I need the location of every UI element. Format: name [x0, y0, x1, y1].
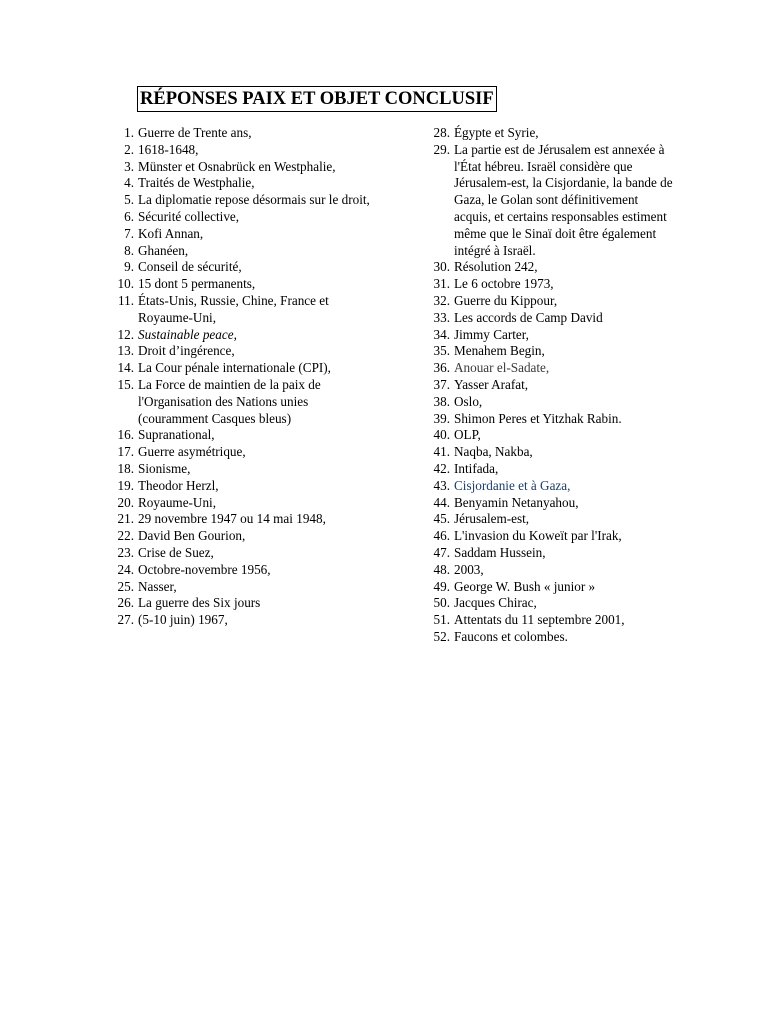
answer-item [424, 310, 674, 327]
answer-number: 47. [433, 544, 450, 560]
answer-number: 2. [124, 141, 134, 157]
answer-item [424, 293, 674, 310]
answer-item [424, 478, 674, 495]
answer-text: Intifada, [454, 460, 499, 476]
answer-text: Sustainable peace, [138, 326, 237, 342]
answer-number: 37. [433, 376, 450, 392]
answer-number: 32. [433, 292, 450, 308]
answer-item [108, 511, 380, 528]
answer-number: 6. [124, 208, 134, 224]
answer-item [424, 612, 674, 629]
answer-item [108, 243, 380, 260]
answer-number: 31. [433, 276, 450, 292]
answer-item [424, 411, 674, 428]
answers-list-right [424, 125, 674, 646]
answer-number: 1. [124, 125, 134, 140]
answer-number: 7. [124, 225, 134, 241]
answer-item [108, 495, 380, 512]
answer-number: 33. [433, 309, 450, 325]
answer-text: Octobre-novembre 1956, [138, 561, 271, 577]
answer-number: 49. [433, 578, 450, 594]
answer-text: La Force de maintien de la paix de l'Organisation des Nations unies (couramment Casques bleus) [138, 376, 321, 426]
answer-text: Guerre asymétrique, [138, 444, 246, 460]
answer-text: Yasser Arafat, [454, 376, 529, 392]
answer-number: 42. [433, 460, 450, 476]
answer-text: L'invasion du Koweït par l'Irak, [454, 528, 622, 544]
answer-number: 8. [124, 242, 134, 258]
answer-text: Guerre du Kippour, [454, 292, 558, 308]
answer-number: 52. [433, 628, 450, 644]
answer-item [108, 259, 380, 276]
answer-item [424, 545, 674, 562]
answer-item [108, 209, 380, 226]
answer-text: Sionisme, [138, 460, 191, 476]
answer-item [424, 360, 674, 377]
answer-text: Droit d’ingérence, [138, 343, 235, 359]
answer-number: 30. [433, 259, 450, 275]
answer-text: (5-10 juin) 1967, [138, 612, 228, 628]
answer-number: 40. [433, 427, 450, 443]
answer-item [108, 360, 380, 377]
answer-item [108, 142, 380, 159]
answer-text: Shimon Peres et Yitzhak Rabin. [454, 410, 622, 426]
answer-number: 5. [124, 192, 134, 208]
answer-text: Supranational, [138, 427, 215, 443]
answer-text: Theodor Herzl, [138, 477, 219, 493]
answer-item [108, 293, 380, 327]
answer-item [108, 377, 380, 427]
answer-number: 46. [433, 528, 450, 544]
answer-text: Münster et Osnabrück en Westphalie, [138, 158, 336, 174]
answer-text: 1618-1648, [138, 141, 199, 157]
answer-item [108, 545, 380, 562]
document-title: RÉPONSES PAIX ET OBJET CONCLUSIF [137, 86, 497, 112]
answer-number: 48. [433, 561, 450, 577]
answer-number: 23. [117, 544, 134, 560]
answer-number: 9. [124, 259, 134, 275]
answer-item [424, 125, 674, 142]
answer-item [108, 444, 380, 461]
answer-text: Cisjordanie et à Gaza, [454, 477, 571, 493]
answer-number: 12. [117, 326, 134, 342]
answer-number: 26. [117, 595, 134, 611]
answer-text: Menahem Begin, [454, 343, 545, 359]
answer-text: George W. Bush « junior » [454, 578, 596, 594]
answer-item [424, 511, 674, 528]
answer-text: Jérusalem-est, [454, 511, 530, 527]
answer-item [108, 595, 380, 612]
answer-item [108, 478, 380, 495]
answer-text: Saddam Hussein, [454, 544, 546, 560]
answer-item [108, 226, 380, 243]
answer-number: 17. [117, 444, 134, 460]
answer-text: Anouar el-Sadate, [454, 360, 550, 376]
answer-text: Jacques Chirac, [454, 595, 537, 611]
answer-item [424, 528, 674, 545]
answer-item [424, 343, 674, 360]
answer-item [424, 259, 674, 276]
answer-number: 43. [433, 477, 450, 493]
answer-item [424, 495, 674, 512]
answer-text: Les accords de Camp David [454, 309, 603, 325]
answer-number: 3. [124, 158, 134, 174]
answer-item [108, 461, 380, 478]
answer-text: Oslo, [454, 393, 483, 409]
answer-text: Conseil de sécurité, [138, 259, 242, 275]
answer-item [424, 377, 674, 394]
answer-item [424, 444, 674, 461]
answer-text: La guerre des Six jours [138, 595, 261, 611]
answer-number: 29. [433, 141, 450, 157]
answer-item [424, 629, 674, 646]
answer-text: Royaume-Uni, [138, 494, 217, 510]
answer-number: 24. [117, 561, 134, 577]
answer-number: 13. [117, 343, 134, 359]
answer-item [108, 327, 380, 344]
answer-item [424, 142, 674, 260]
answer-text: 2003, [454, 561, 484, 577]
answer-text: La Cour pénale internationale (CPI), [138, 360, 331, 376]
answer-text: Faucons et colombes. [454, 628, 568, 644]
answer-number: 18. [117, 460, 134, 476]
answer-text: La diplomatie repose désormais sur le droit, [138, 192, 370, 208]
answer-text: Résolution 242, [454, 259, 538, 275]
answer-number: 45. [433, 511, 450, 527]
answer-text: Égypte et Syrie, [454, 125, 539, 140]
answer-number: 4. [124, 175, 134, 191]
answer-item [108, 427, 380, 444]
answer-number: 19. [117, 477, 134, 493]
answer-text: Le 6 octobre 1973, [454, 276, 554, 292]
answer-item [108, 612, 380, 629]
answer-number: 28. [433, 125, 450, 140]
answer-item [424, 461, 674, 478]
answer-item [108, 192, 380, 209]
answer-text: Jimmy Carter, [454, 326, 529, 342]
answer-text: Kofi Annan, [138, 225, 204, 241]
answer-text: Sécurité collective, [138, 208, 240, 224]
answer-number: 41. [433, 444, 450, 460]
answer-text: David Ben Gourion, [138, 528, 246, 544]
answer-number: 39. [433, 410, 450, 426]
answer-number: 44. [433, 494, 450, 510]
answer-number: 25. [117, 578, 134, 594]
answer-text: 29 novembre 1947 ou 14 mai 1948, [138, 511, 326, 527]
answer-number: 35. [433, 343, 450, 359]
answer-number: 50. [433, 595, 450, 611]
answer-number: 14. [117, 360, 134, 376]
answer-number: 21. [117, 511, 134, 527]
answer-item [108, 125, 380, 142]
answers-list-left [108, 125, 380, 629]
answer-item [424, 276, 674, 293]
answer-number: 51. [433, 612, 450, 628]
answer-item [108, 159, 380, 176]
answer-number: 11. [118, 292, 134, 308]
answer-item [108, 276, 380, 293]
answer-text: Nasser, [138, 578, 177, 594]
answer-text: Benyamin Netanyahou, [454, 494, 579, 510]
answer-number: 22. [117, 528, 134, 544]
answer-item [108, 528, 380, 545]
answer-text: États-Unis, Russie, Chine, France et Royaume-Uni, [138, 292, 329, 325]
answer-item [108, 562, 380, 579]
answer-item [108, 343, 380, 360]
answer-number: 15. [117, 376, 134, 392]
answer-item [108, 579, 380, 596]
answer-text: Traités de Westphalie, [138, 175, 255, 191]
answer-text: Ghanéen, [138, 242, 189, 258]
answer-number: 34. [433, 326, 450, 342]
answer-item [424, 394, 674, 411]
answer-text: La partie est de Jérusalem est annexée à l'État hébreu. Israël considère que Jérusalem-est, la Cisjordanie, la bande de Gaza, le Golan sont définitivement acquis, et certains responsables estiment même que le Sinaï doit être également intégré à Israël. [454, 141, 673, 258]
answer-item [424, 579, 674, 596]
answer-text: OLP, [454, 427, 481, 443]
answer-item [424, 595, 674, 612]
answer-number: 16. [117, 427, 134, 443]
answer-number: 20. [117, 494, 134, 510]
answer-text: Crise de Suez, [138, 544, 214, 560]
answer-item [108, 175, 380, 192]
answer-number: 10. [117, 276, 134, 292]
answer-number: 36. [433, 360, 450, 376]
answer-number: 38. [433, 393, 450, 409]
answer-number: 27. [117, 612, 134, 628]
answer-text: 15 dont 5 permanents, [138, 276, 256, 292]
answer-text: Naqba, Nakba, [454, 444, 533, 460]
answer-item [424, 327, 674, 344]
answer-item [424, 427, 674, 444]
answer-item [424, 562, 674, 579]
answer-text: Guerre de Trente ans, [138, 125, 252, 140]
answer-text: Attentats du 11 septembre 2001, [454, 612, 625, 628]
